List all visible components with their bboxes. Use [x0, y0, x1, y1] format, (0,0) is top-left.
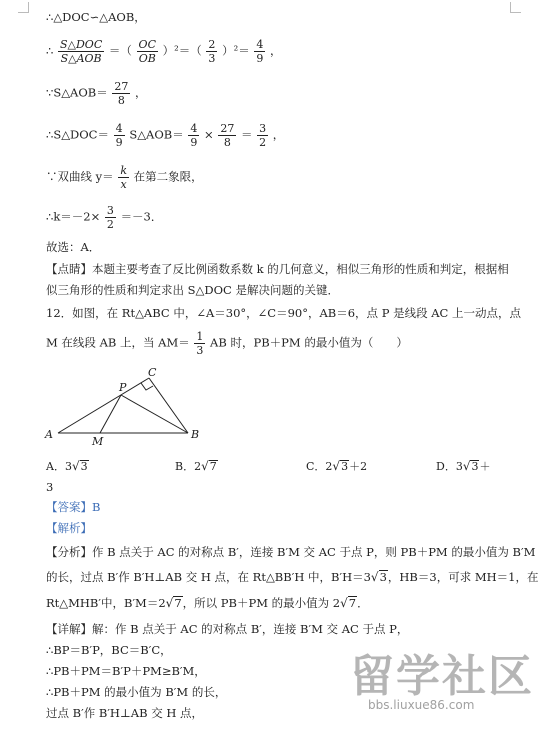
line-k-value: ∴k＝－2× $\frac{3}{2}$ ＝－3． [46, 204, 163, 231]
line-area-aob: ∵S△AOB＝ $\frac{27}{8}$ ， [46, 80, 147, 107]
analysis-line-2: 的长，过点 B′作 B′H⊥AB 交 H 点，在 Rt△BB′H 中，B′H＝3√3，HB＝3，可求 MH＝1，在 [46, 570, 539, 584]
line-area-doc: ∴S△DOC＝ $\frac{4}{9}$ S△AOB＝ $\frac{4}{9}$ × $\frac{27}{8}$ ＝ $\frac{3}{2}$ ， [46, 122, 285, 149]
watermark-logo: 留学社区 [350, 651, 534, 702]
watermark-url: bbs.liuxue86.com [368, 698, 475, 712]
line-choose: 故选：A． [46, 240, 101, 254]
line-dianjing-2: 似三角形的性质和判定求出 S△DOC 是解决问题的关键． [46, 283, 339, 297]
option-c: C．2√3＋2 [306, 459, 368, 473]
crop-mark-left [18, 2, 29, 13]
triangle-figure [40, 366, 210, 448]
option-d: D．3√3＋ [436, 459, 491, 473]
line-similar: ∴△DOC∽△AOB， [46, 10, 146, 24]
detail-line-2: ∴BP＝B′P，BC＝B′C， [46, 643, 172, 657]
line-area-ratio: ∴ $\frac{\text{S△DOC}}{\text{S△AOB}}$ ＝（ $\frac{OC}{OB}$ ）²＝（ $\frac{2}{3}$ ）²＝ $\frac{4}{9}$ ， [46, 38, 282, 65]
detail-line-3: ∴PB＋PM＝B′P＋PM≥B′M， [46, 664, 206, 678]
label-a: A [45, 428, 53, 441]
detail-line-4: ∴PB＋PM 的最小值为 B′M 的长， [46, 685, 227, 699]
segment-pb [121, 395, 188, 433]
segment-cb [149, 378, 188, 433]
option-d-wrap: 3 [46, 480, 54, 494]
question-12-line-1: 12．如图，在 Rt△ABC 中，∠A＝30°，∠C＝90°，AB＝6，点 P 是线段 AC 上一动点，点 [46, 306, 522, 320]
label-b: B [191, 428, 200, 441]
question-12-line-2: M 在线段 AB 上，当 AM＝ $\frac{1}{3}$ AB 时，PB＋PM 的最小值为（ ） [46, 330, 408, 357]
watermark [350, 640, 540, 720]
label-m: M [92, 435, 104, 448]
label-p: P [119, 381, 127, 394]
detail-line-5: 过点 B′作 B′H⊥AB 交 H 点， [46, 706, 204, 720]
line-dianjing-1: 【点睛】本题主要考查了反比例函数系数 k 的几何意义，相似三角形的性质和判定，根据相 [46, 262, 509, 276]
analysis-label: 【解析】 [46, 521, 92, 535]
crop-mark-right [510, 2, 521, 13]
segment-ac [58, 378, 149, 433]
detail-line-1: 【详解】解：作 B 点关于 AC 的对称点 B′，连接 B′M 交 AC 于点 P， [46, 622, 409, 636]
analysis-line-1: 【分析】作 B 点关于 AC 的对称点 B′，连接 B′M 交 AC 于点 P，则 PB＋PM 的最小值为 B′M [46, 545, 536, 559]
option-b: B．2√7 [175, 459, 217, 473]
analysis-line-3: Rt△MHB′中，B′M＝2√7，所以 PB＋PM 的最小值为 2√7． [46, 596, 369, 610]
right-angle-mark [141, 383, 153, 390]
option-a: A．3√3 [46, 459, 88, 473]
line-hyperbola: ∵双曲线 y＝ $\frac{k}{x}$ 在第二象限， [46, 164, 203, 191]
answer-label: 【答案】B [46, 500, 101, 514]
label-c: C [148, 366, 157, 379]
